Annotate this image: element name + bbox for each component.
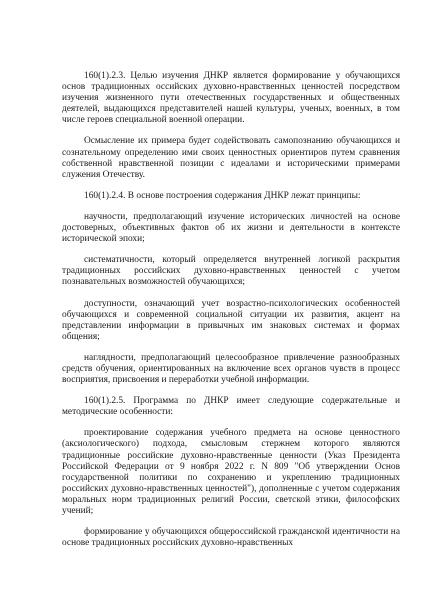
feature-content-design: проектирование содержания учебного предмета на основе ценностного (аксиологического) подхода, смысловым стержнем которого являются традиционные российские духовно-нравственные ценности (Указ Президента Российской Федерации от 9 ноября 2022 г. N 809 "Об утверждении Основ государственной политики по сохранению и укреплению традиционных российских духовно-нравственных ценностей"), дополненные с учетом содержания моральных норм традиционных религий России, светской этики, философских учений; [62,428,400,516]
feature-civic-identity: формирование у обучающихся общероссийской гражданской идентичности на основе традиционных российских духовно-нравственных [62,527,400,549]
principle-systematic: систематичности, который определяется внутренней логикой раскрытия традиционных российских духовно-нравственных ценностей с учетом познавательных возможностей обучающихся; [62,255,400,288]
paragraph-160-1-2-5: 160(1).2.5. Программа по ДНКР имеет следующие содержательные и методические особенности: [62,396,400,418]
paragraph-example-meaning: Осмысление их примера будет содействовать самопознанию обучающихся и сознательному определению ими своих ценностных ориентиров путем сравнения собственной нравственной позиции с идеалами и историческими примерами служения Отечеству. [62,136,400,180]
document-body [62,71,400,560]
principle-scientific: научности, предполагающий изучение исторических личностей на основе достоверных, объективных фактов об их жизни и деятельности в контексте исторической эпохи; [62,211,400,245]
principle-accessibility: доступности, означающий учет возрастно-психологических особенностей обучающихся и современной социальной ситуации их развития, акцент на представлении информации в привычных им знаковых системах и формах общения; [62,298,400,342]
paragraph-160-1-2-4: 160(1).2.4. В основе построения содержания ДНКР лежат принципы: [84,190,361,201]
principle-visibility: наглядности, предполагающий целесообразное привлечение разнообразных средств обучения, ориентированных на включение всех органов чувств в процесс восприятия, присвоения и переработки учебной информации. [62,352,400,386]
paragraph-160-1-2-3: 160(1).2.3. Целью изучения ДНКР является формирование у обучающихся основ традиционных оссийских духовно-нравственных ценностей посредством изучения жизненного пути отечественных государственных и общественных деятелей, выдающихся представителей нашей культуры, ученых, военных, в том числе героев специальной военной операции. [62,71,400,126]
